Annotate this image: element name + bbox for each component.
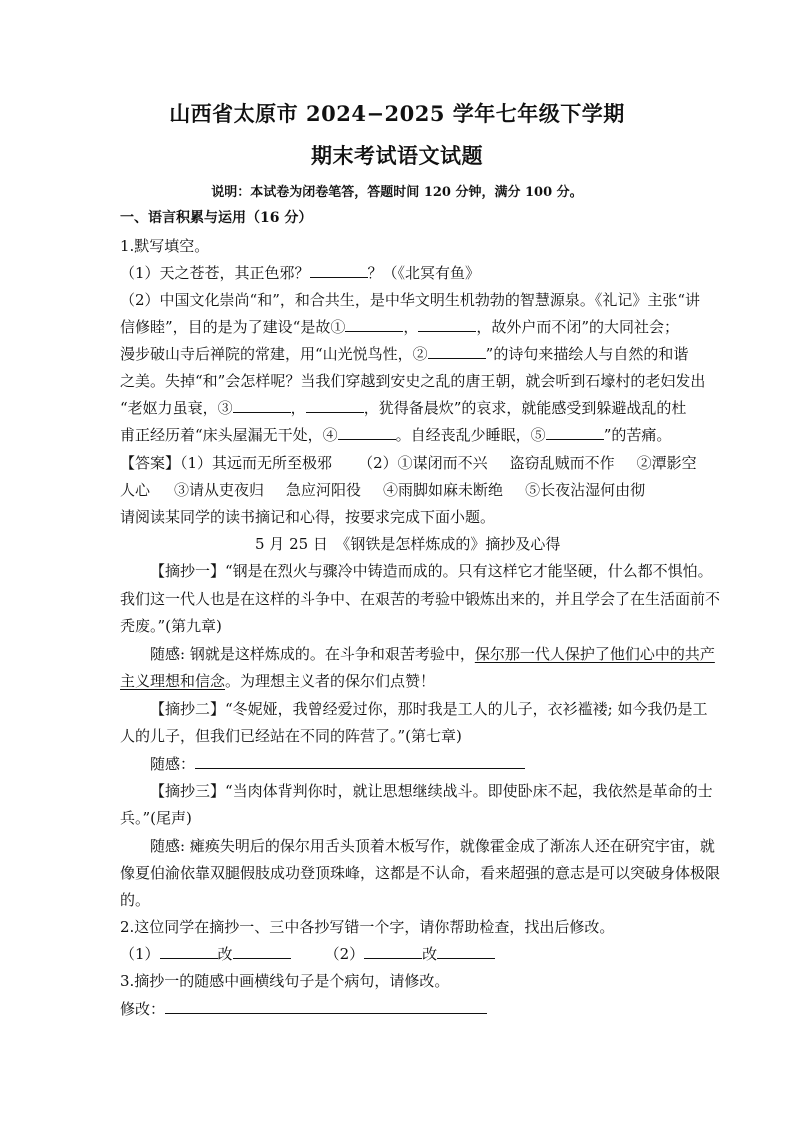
excerpt2-line2: 人的儿子，但我们已经站在不同的阵营了。”(第七章) [120, 727, 462, 745]
answer-blank-2[interactable] [428, 344, 486, 359]
q3-stem: 3.摘抄一的随感中画横线句子是个病句，请修改。 [120, 972, 450, 990]
q1-stem: 1.默写填空。 [120, 237, 210, 255]
q3-label: 修改： [120, 1000, 166, 1018]
answer-item: ④雨脚如麻未断绝 [383, 481, 504, 499]
reflection-text: 。为理想主义者的保尔们点赞！ [225, 672, 436, 690]
reflection1-line1 [150, 643, 715, 664]
excerpt1-line3: 秃废。”(第九章) [120, 617, 222, 635]
reflection-label: 随感： [150, 755, 196, 773]
q1-text: ， [290, 399, 306, 417]
excerpt3-line1: 【摘抄三】“当肉体背判你时，就让思想继续战斗。即使卧床不起，我依然是革命的士 [150, 782, 713, 800]
q1-part2-line2 [120, 316, 679, 337]
answer-line1 [120, 452, 697, 473]
q3-answer-row [120, 998, 487, 1019]
excerpt3-line2: 兵。”(尾声) [120, 809, 192, 827]
section-heading: 一、语言积累与运用（16 分） [120, 210, 313, 226]
exam-title-line1: 山西省太原市 2024−2025 学年七年级下学期 [169, 101, 625, 126]
answer-blank-4[interactable] [338, 425, 396, 440]
q1-part2-line3 [120, 343, 688, 364]
answer-item: ⑤长夜沾湿何由彻 [525, 481, 646, 499]
q2-part2-label: （2） [324, 945, 365, 963]
q2-correct-char-2[interactable] [437, 944, 495, 959]
q1-part2-line4: 之美。失掉“和”会怎样呢？当我们穿越到安史之乱的唐王朝，就会听到石壕村的老妇发出 [120, 372, 706, 390]
q2-wrong-char-1[interactable] [160, 944, 218, 959]
q2-correct-char-1[interactable] [233, 944, 291, 959]
underlined-sentence: 保尔那一代人保护了他们心中的共产 [474, 645, 715, 663]
q1-part2-line6 [120, 424, 671, 445]
answer-item: 急应河阳役 [286, 481, 362, 499]
answer-blank-1a[interactable] [345, 317, 403, 332]
q1-text: 信修睦”，目的是为了建设“是故① [120, 318, 346, 336]
q1-text: ，故外户而不闭”的大同社会； [476, 318, 680, 336]
notes-heading: 5 月 25 日 《钢铁是怎样炼成的》摘抄及心得 [255, 535, 561, 553]
answer-item: （1）其远而无所至极邪 [180, 454, 333, 472]
underlined-sentence: 主义理想和信念 [120, 672, 226, 690]
answer-item: 人心 [120, 481, 151, 499]
answer-item: ②潭影空 [636, 454, 697, 472]
q2-part1-label: （1） [120, 945, 160, 963]
answer-item: ③请从吏夜归 [174, 481, 265, 499]
q1-part1-text-b: ？（《北冥有鱼》 [367, 264, 481, 282]
exam-title-line2: 期末考试语文试题 [311, 143, 483, 168]
answer-item: 盗窃乱贼而不作 [509, 454, 615, 472]
q2-answer-row [120, 943, 495, 964]
answer-blank-3a[interactable] [233, 398, 291, 413]
q1-text: ， [403, 318, 419, 336]
q1-part2-line1: （2）中国文化崇尚“和”，和合共生，是中华文明生机勃勃的智慧源泉。《礼记》主张“讲 [120, 291, 701, 309]
q1-text: ，犹得备晨炊”的哀求，就能感受到躲避战乱的杜 [363, 399, 687, 417]
q1-text: ”的苦痛。 [603, 426, 672, 444]
reflection3-line2: 像夏伯渝依靠双腿假肢成功登顶珠峰，这都是不认命，看来超强的意志是可以突破身体极限 [120, 864, 721, 882]
answer-blank[interactable] [310, 263, 368, 278]
excerpt2-line1: 【摘抄二】“冬妮娅，我曾经爱过你，那时我是工人的儿子，衣衫褴褛; 如今我仍是工 [150, 700, 708, 718]
reflection3-line1: 随感: 瘫痪失明后的保尔用舌头顶着木板写作，就像霍金成了渐冻人还在研究宇宙，就 [150, 837, 715, 855]
answer-blank-3b[interactable] [306, 398, 364, 413]
q2-change-label: 改 [217, 945, 233, 963]
answer-label: 【答案】 [120, 454, 181, 472]
reflection2 [150, 753, 525, 774]
q1-text: 漫步破山寺后禅院的常建，用“山光悦鸟性，② [120, 345, 428, 363]
excerpt1-line1: 【摘抄一】“钢是在烈火与骤冷中铸造而成的。只有这样它才能坚硬，什么都不惧怕。 [150, 562, 713, 580]
q1-part1 [120, 262, 480, 283]
q1-part2-line5 [120, 397, 686, 418]
q2-change-label: 改 [422, 945, 438, 963]
reading-intro: 请阅读某同学的读书摘记和心得，按要求完成下面小题。 [120, 508, 496, 526]
q1-part1-text-a: （1）天之苍苍，其正色邪？ [120, 264, 310, 282]
answer-line2 [120, 479, 645, 500]
q3-answer-line[interactable] [165, 999, 487, 1014]
q1-text: 甫正经历着“床头屋漏无干处，④ [120, 426, 338, 444]
reflection1-line2 [120, 670, 435, 691]
exam-instructions: 说明：本试卷为闭卷笔答，答题时间 120 分钟，满分 100 分。 [211, 185, 583, 200]
q2-wrong-char-2[interactable] [364, 944, 422, 959]
answer-blank-1b[interactable] [418, 317, 476, 332]
excerpt1-line2: 我们这一代人也是在这样的斗争中、在艰苦的考验中锻炼出来的，并且学会了在生活面前不 [120, 590, 721, 608]
answer-blank-5[interactable] [546, 425, 604, 440]
q1-text: 。自经丧乱少睡眠，⑤ [395, 426, 546, 444]
q2-stem: 2.这位同学在摘抄一、三中各抄写错一个字，请你帮助检查，找出后修改。 [120, 918, 615, 936]
answer-item: （2）①谋闭而不兴 [358, 454, 488, 472]
q1-text: “老妪力虽衰，③ [120, 399, 233, 417]
q1-text: ”的诗句来描绘人与自然的和谐 [485, 345, 689, 363]
reflection3-line3: 的。 [120, 891, 151, 909]
reflection2-answer-line[interactable] [195, 754, 525, 769]
reflection-text: 随感: 钢就是这样炼成的。在斗争和艰苦考验中， [150, 645, 475, 663]
